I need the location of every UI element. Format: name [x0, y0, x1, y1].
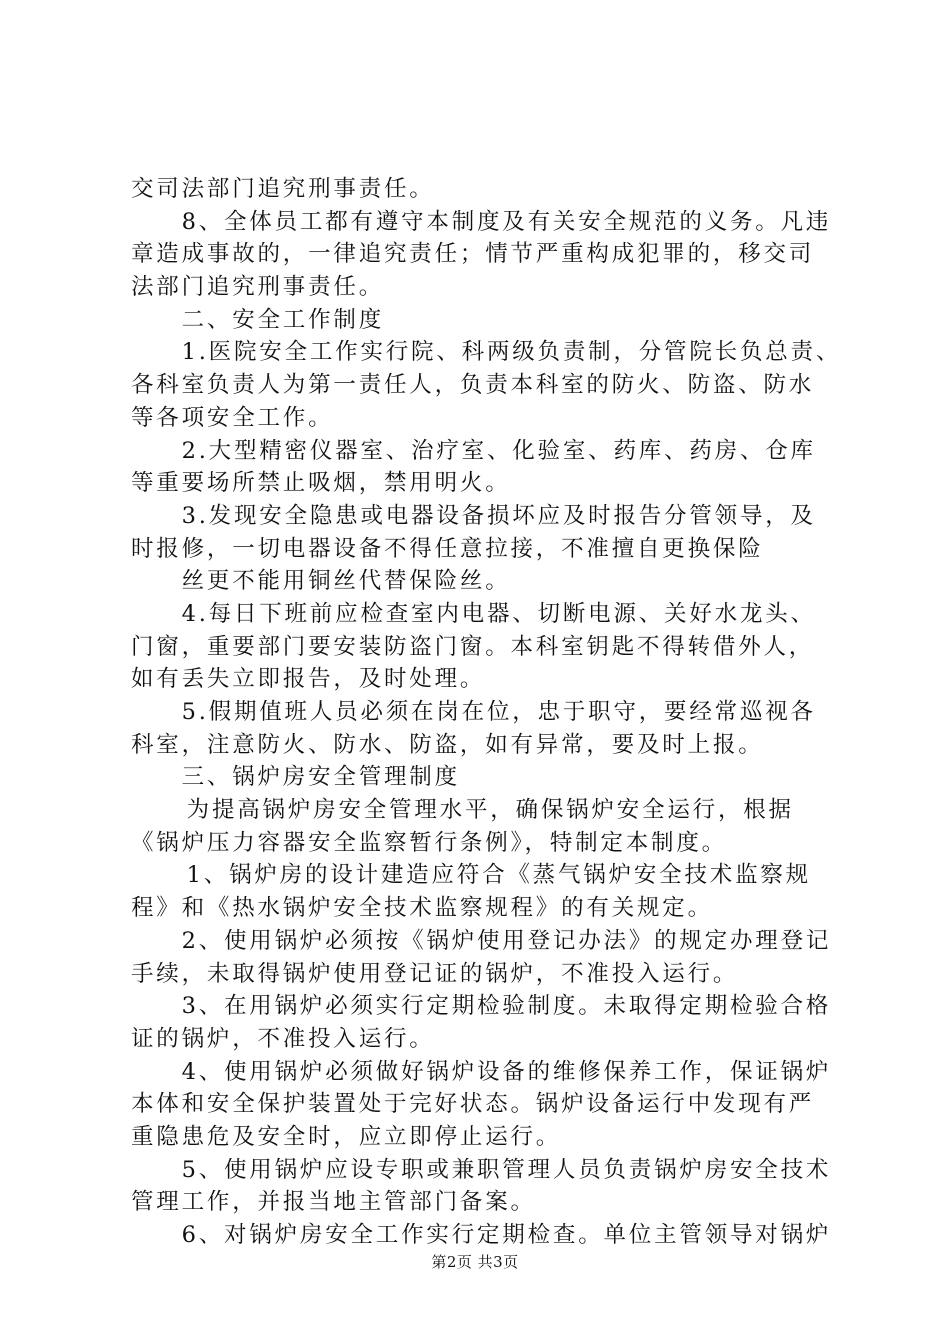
text-line: 二、安全工作制度	[181, 306, 384, 333]
text-line: 2.大型精密仪器室、治疗室、化验室、药库、药房、仓库	[181, 437, 816, 464]
text-line: 丝更不能用铜丝代替保险丝。	[181, 568, 511, 595]
text-line: 6、对锅炉房安全工作实行定期检查。单位主管领导对锅炉	[181, 1222, 832, 1248]
text-line: 等各项安全工作。	[131, 404, 334, 431]
document-body	[131, 173, 842, 1252]
text-line: 1、锅炉房的设计建造应符合《蒸气锅炉安全技术监察规	[186, 862, 811, 889]
text-line: 本体和安全保护装置处于完好状态。锅炉设备运行中发现有严	[131, 1091, 815, 1118]
text-line: 法部门追究刑事责任。	[131, 274, 385, 301]
text-line: 手续，未取得锅炉使用登记证的锅炉，不准投入运行。	[131, 960, 739, 987]
text-line: 等重要场所禁止吸烟，禁用明火。	[131, 470, 511, 497]
text-line: 4.每日下班前应检查室内电器、切断电源、关好水龙头、	[181, 600, 816, 627]
text-line: 证的锅炉，不准投入运行。	[131, 1025, 435, 1052]
text-line: 程》和《热水锅炉安全技术监察规程》的有关规定。	[131, 895, 713, 922]
text-line: 门窗，重要部门要安装防盗门窗。本科室钥匙不得转借外人，	[131, 633, 815, 660]
text-line: 2、使用锅炉必须按《锅炉使用登记办法》的规定办理登记	[181, 927, 832, 954]
text-line: 科室，注意防火、防水、防盗，如有异常，要及时上报。	[131, 731, 764, 758]
text-line: 为提高锅炉房安全管理水平，确保锅炉安全运行，根据	[186, 797, 794, 824]
text-line: 章造成事故的，一律追究责任；情节严重构成犯罪的，移交司	[131, 241, 815, 268]
text-line: 5、使用锅炉应设专职或兼职管理人员负责锅炉房安全技术	[181, 1156, 832, 1183]
text-line: 重隐患危及安全时，应立即停止运行。	[131, 1123, 562, 1150]
text-line: 3.发现安全隐患或电器设备损坏应及时报告分管领导，及	[181, 502, 816, 529]
text-line: 管理工作，并报当地主管部门备案。	[131, 1189, 536, 1216]
text-line: 三、锅炉房安全管理制度	[181, 764, 460, 791]
text-line: 5.假期值班人员必须在岗在位，忠于职守，要经常巡视各	[181, 699, 816, 725]
text-line: 交司法部门追究刑事责任。	[131, 176, 435, 202]
text-line: 3、在用锅炉必须实行定期检验制度。未取得定期检验合格	[181, 993, 832, 1020]
text-line: 4、使用锅炉必须做好锅炉设备的维修保养工作，保证锅炉	[181, 1058, 832, 1085]
text-line: 如有丢失立即报告，及时处理。	[131, 666, 486, 693]
text-line: 《锅炉压力容器安全监察暂行条例》，特制定本制度。	[131, 829, 727, 856]
text-line: 各科室负责人为第一责任人，负责本科室的防火、防盗、防水	[131, 372, 815, 399]
text-line: 8、全体员工都有遵守本制度及有关安全规范的义务。凡违	[181, 208, 832, 235]
page-footer: 第2页 共3页	[431, 1253, 519, 1271]
text-line: 时报修，一切电器设备不得任意拉接，不准擅自更换保险	[131, 535, 764, 562]
text-line: 1.医院安全工作实行院、科两级负责制，分管院长负总责、	[181, 339, 842, 366]
